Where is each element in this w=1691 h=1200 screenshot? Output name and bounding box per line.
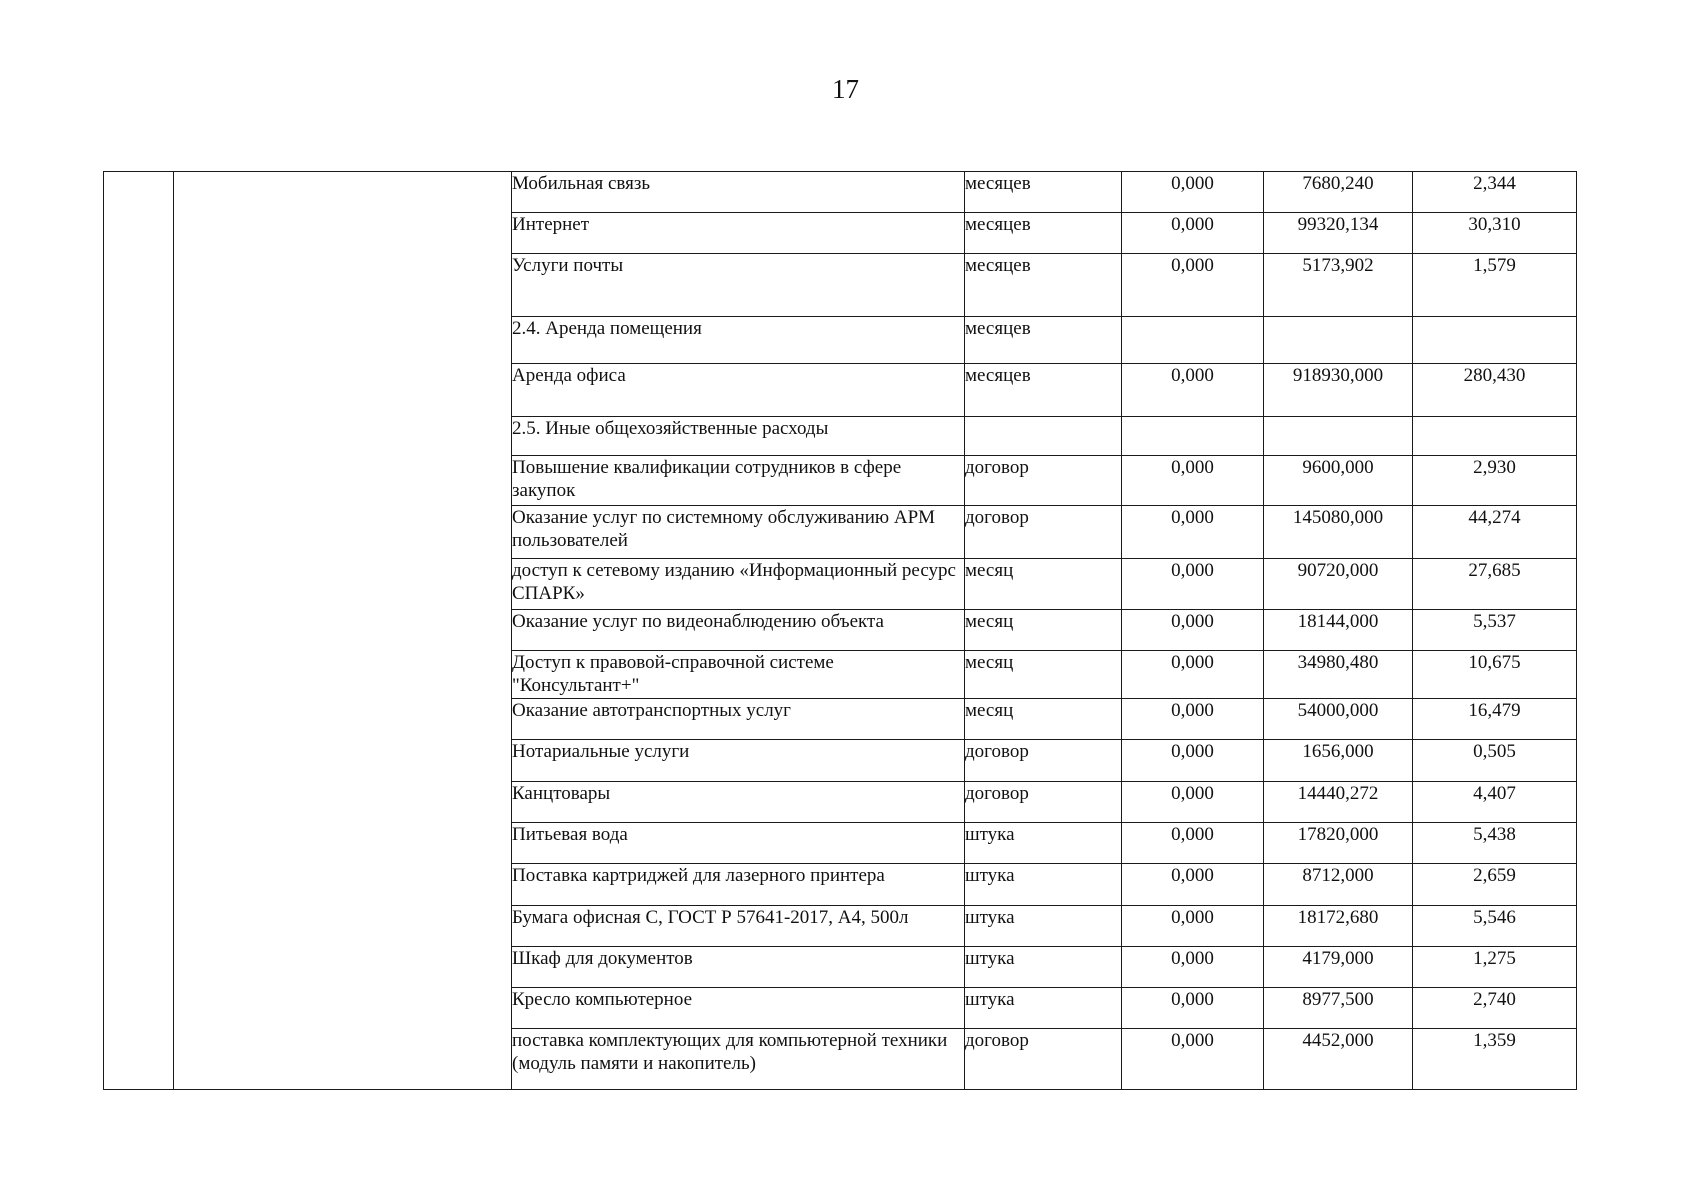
value-2-cell: 18172,680 <box>1264 906 1413 947</box>
value-1-cell: 0,000 <box>1122 364 1264 417</box>
cost-table-wrapper <box>103 171 1576 1090</box>
value-2-cell: 918930,000 <box>1264 364 1413 417</box>
cost-table-body <box>104 172 1577 1090</box>
value-1-cell: 0,000 <box>1122 610 1264 651</box>
value-1-cell: 0,000 <box>1122 947 1264 988</box>
value-3-cell: 16,479 <box>1413 699 1577 740</box>
unit-cell: месяцев <box>965 364 1122 417</box>
item-name-cell: Шкаф для документов <box>512 947 965 988</box>
value-3-cell: 30,310 <box>1413 213 1577 254</box>
item-name-cell: Поставка картриджей для лазерного принтера <box>512 864 965 906</box>
value-3-cell: 2,659 <box>1413 864 1577 906</box>
value-3-cell: 1,275 <box>1413 947 1577 988</box>
value-2-cell: 1656,000 <box>1264 740 1413 782</box>
cost-table <box>103 171 1577 1090</box>
value-3-cell: 1,579 <box>1413 254 1577 317</box>
value-3-cell: 44,274 <box>1413 506 1577 559</box>
value-2-cell: 90720,000 <box>1264 559 1413 610</box>
unit-cell: месяц <box>965 610 1122 651</box>
value-3-cell: 2,930 <box>1413 456 1577 506</box>
item-name-cell: Аренда офиса <box>512 364 965 417</box>
value-2-cell: 8712,000 <box>1264 864 1413 906</box>
value-2-cell: 9600,000 <box>1264 456 1413 506</box>
unit-cell: штука <box>965 906 1122 947</box>
value-2-cell <box>1264 317 1413 364</box>
value-1-cell <box>1122 317 1264 364</box>
item-name-cell: 2.5. Иные общехозяйственные расходы <box>512 417 965 456</box>
item-name-cell: Интернет <box>512 213 965 254</box>
value-1-cell: 0,000 <box>1122 1029 1264 1090</box>
unit-cell: месяц <box>965 559 1122 610</box>
value-3-cell: 5,438 <box>1413 823 1577 864</box>
value-1-cell: 0,000 <box>1122 988 1264 1029</box>
value-3-cell <box>1413 417 1577 456</box>
value-1-cell: 0,000 <box>1122 906 1264 947</box>
value-1-cell: 0,000 <box>1122 506 1264 559</box>
item-name-cell: Кресло компьютерное <box>512 988 965 1029</box>
item-name-cell: Питьевая вода <box>512 823 965 864</box>
blank-column-2 <box>174 172 512 1090</box>
value-1-cell: 0,000 <box>1122 213 1264 254</box>
value-2-cell: 14440,272 <box>1264 782 1413 823</box>
item-name-cell: Услуги почты <box>512 254 965 317</box>
value-3-cell <box>1413 317 1577 364</box>
unit-cell: месяцев <box>965 172 1122 213</box>
value-2-cell: 4452,000 <box>1264 1029 1413 1090</box>
value-1-cell: 0,000 <box>1122 254 1264 317</box>
value-3-cell: 2,344 <box>1413 172 1577 213</box>
unit-cell: месяц <box>965 651 1122 699</box>
value-2-cell: 5173,902 <box>1264 254 1413 317</box>
value-3-cell: 27,685 <box>1413 559 1577 610</box>
value-1-cell: 0,000 <box>1122 456 1264 506</box>
value-2-cell: 145080,000 <box>1264 506 1413 559</box>
value-3-cell: 5,537 <box>1413 610 1577 651</box>
value-3-cell: 10,675 <box>1413 651 1577 699</box>
unit-cell: договор <box>965 1029 1122 1090</box>
value-3-cell: 5,546 <box>1413 906 1577 947</box>
value-3-cell: 2,740 <box>1413 988 1577 1029</box>
item-name-cell: Оказание автотранспортных услуг <box>512 699 965 740</box>
item-name-cell: Доступ к правовой-справочной системе "Консультант+" <box>512 651 965 699</box>
unit-cell: месяцев <box>965 317 1122 364</box>
item-name-cell: доступ к сетевому изданию «Информационный ресурс СПАРК» <box>512 559 965 610</box>
unit-cell: договор <box>965 456 1122 506</box>
item-name-cell: Канцтовары <box>512 782 965 823</box>
unit-cell: месяцев <box>965 254 1122 317</box>
item-name-cell: Нотариальные услуги <box>512 740 965 782</box>
value-3-cell: 4,407 <box>1413 782 1577 823</box>
value-1-cell: 0,000 <box>1122 699 1264 740</box>
unit-cell: договор <box>965 506 1122 559</box>
item-name-cell: Мобильная связь <box>512 172 965 213</box>
value-2-cell: 4179,000 <box>1264 947 1413 988</box>
item-name-cell: Бумага офисная С, ГОСТ Р 57641-2017, А4, 500л <box>512 906 965 947</box>
unit-cell: месяц <box>965 699 1122 740</box>
value-3-cell: 1,359 <box>1413 1029 1577 1090</box>
value-3-cell: 280,430 <box>1413 364 1577 417</box>
value-3-cell: 0,505 <box>1413 740 1577 782</box>
page-number: 17 <box>832 74 859 104</box>
value-1-cell: 0,000 <box>1122 651 1264 699</box>
value-2-cell: 54000,000 <box>1264 699 1413 740</box>
value-2-cell: 34980,480 <box>1264 651 1413 699</box>
unit-cell: месяцев <box>965 213 1122 254</box>
unit-cell <box>965 417 1122 456</box>
value-2-cell: 99320,134 <box>1264 213 1413 254</box>
value-1-cell: 0,000 <box>1122 782 1264 823</box>
item-name-cell: поставка комплектующих для компьютерной техники (модуль памяти и накопитель) <box>512 1029 965 1090</box>
unit-cell: штука <box>965 864 1122 906</box>
item-name-cell: Оказание услуг по системному обслуживанию АРМ пользователей <box>512 506 965 559</box>
value-1-cell: 0,000 <box>1122 864 1264 906</box>
item-name-cell: 2.4. Аренда помещения <box>512 317 965 364</box>
unit-cell: договор <box>965 740 1122 782</box>
item-name-cell: Повышение квалификации сотрудников в сфере закупок <box>512 456 965 506</box>
unit-cell: договор <box>965 782 1122 823</box>
value-1-cell: 0,000 <box>1122 740 1264 782</box>
value-1-cell: 0,000 <box>1122 559 1264 610</box>
blank-column-1 <box>104 172 174 1090</box>
value-1-cell: 0,000 <box>1122 172 1264 213</box>
item-name-cell: Оказание услуг по видеонаблюдению объекта <box>512 610 965 651</box>
unit-cell: штука <box>965 823 1122 864</box>
value-1-cell: 0,000 <box>1122 823 1264 864</box>
unit-cell: штука <box>965 947 1122 988</box>
value-2-cell: 7680,240 <box>1264 172 1413 213</box>
value-1-cell <box>1122 417 1264 456</box>
unit-cell: штука <box>965 988 1122 1029</box>
value-2-cell <box>1264 417 1413 456</box>
table-row <box>104 172 1577 213</box>
value-2-cell: 17820,000 <box>1264 823 1413 864</box>
value-2-cell: 18144,000 <box>1264 610 1413 651</box>
value-2-cell: 8977,500 <box>1264 988 1413 1029</box>
